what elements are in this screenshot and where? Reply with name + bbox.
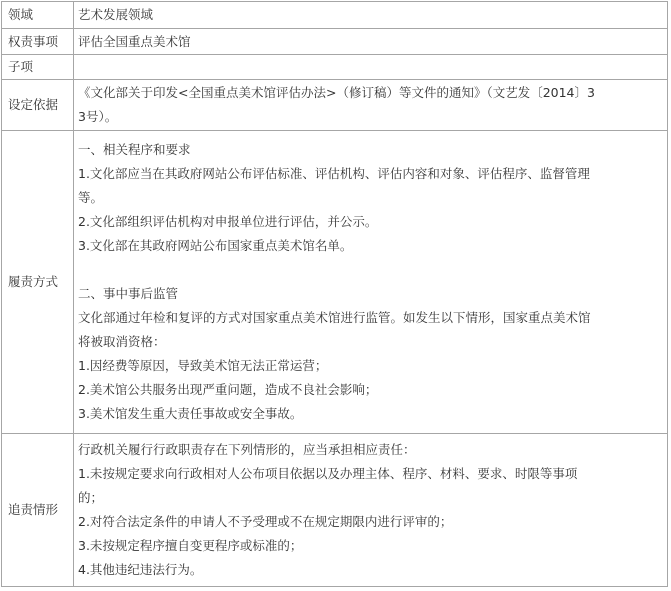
performance-line: 1.文化部应当在其政府网站公布评估标准、评估机构、评估内容和对象、评估程序、监督管理	[78, 166, 590, 181]
performance-value	[74, 131, 668, 434]
table-row-sub-item	[2, 55, 668, 80]
accountability-line: 的；	[78, 490, 104, 505]
basis-value	[74, 80, 668, 131]
responsibility-table	[1, 1, 668, 587]
basis-label: 设定依据	[2, 80, 74, 131]
accountability-line: 行政机关履行行政职责存在下列情形的，应当承担相应责任：	[78, 442, 416, 457]
accountability-line: 1.未按规定要求向行政相对人公布项目依据以及办理主体、程序、材料、要求、时限等事项	[78, 466, 578, 481]
sub-item-value	[74, 55, 668, 80]
performance-line: 3.美术馆发生重大责任事故或安全事故。	[78, 406, 303, 421]
performance-line: 2.文化部组织评估机构对申报单位进行评估，并公示。	[78, 214, 378, 229]
performance-line: 二、事中事后监管	[78, 286, 179, 301]
performance-line: 等。	[78, 190, 104, 205]
performance-line: 3.文化部在其政府网站公布国家重点美术馆名单。	[78, 238, 353, 253]
sub-item-label: 子项	[2, 55, 74, 80]
power-item-value	[74, 29, 668, 55]
power-item-value-text: 评估全国重点美术馆	[78, 33, 191, 49]
accountability-line: 2.对符合法定条件的申请人不予受理或不在规定期限内进行评审的；	[78, 514, 453, 529]
accountability-value	[74, 434, 668, 587]
performance-line: 1.因经费等原因，导致美术馆无法正常运营；	[78, 358, 328, 373]
accountability-label: 追责情形	[2, 434, 74, 587]
basis-line: 3号）。	[78, 109, 118, 124]
table-row-accountability	[2, 434, 668, 587]
table-row-performance	[2, 131, 668, 434]
performance-line: 文化部通过年检和复评的方式对国家重点美术馆进行监管。如发生以下情形，国家重点美术馆	[78, 310, 591, 325]
basis-line: 《文化部关于印发<全国重点美术馆评估办法>（修订稿）等文件的通知》（文艺发〔2014〕3	[78, 85, 595, 100]
accountability-line: 4.其他违纪违法行为。	[78, 562, 203, 577]
power-item-label: 权责事项	[2, 29, 74, 55]
table-row-basis	[2, 80, 668, 131]
table-row-power-item	[2, 29, 668, 55]
domain-label: 领域	[2, 2, 74, 29]
domain-value-text: 艺术发展领域	[78, 7, 154, 22]
performance-label: 履责方式	[2, 131, 74, 434]
accountability-line: 3.未按规定程序擅自变更程序或标准的；	[78, 538, 303, 553]
domain-value	[74, 2, 668, 29]
table-row-domain	[2, 2, 668, 29]
performance-line: 将被取消资格：	[78, 334, 166, 349]
performance-line: 2.美术馆公共服务出现严重问题，造成不良社会影响；	[78, 382, 378, 397]
performance-blank-line	[78, 258, 665, 282]
performance-line: 一、相关程序和要求	[78, 142, 191, 157]
